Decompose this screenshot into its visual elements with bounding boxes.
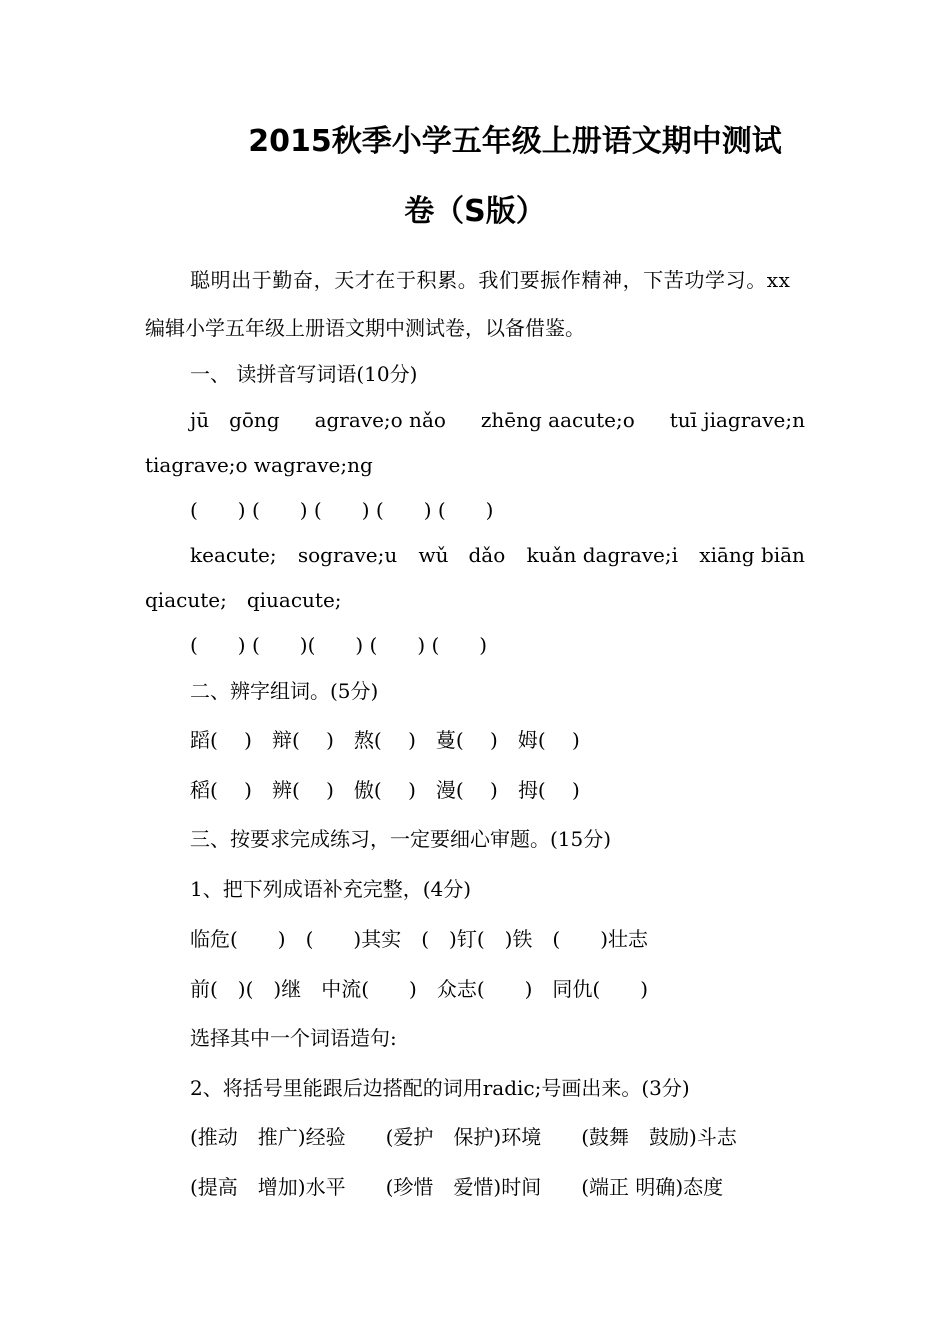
idiom-row2: 前( )( )继 中流( ) 众志( ) 同仇( ): [190, 977, 649, 1001]
pinyin-item: keacute;: [190, 543, 277, 567]
pinyin-item: agrave;o nǎo: [314, 408, 446, 432]
intro-paragraph-line1: [190, 266, 805, 294]
pinyin-row2-continued: qiacute; qiuacute;: [145, 588, 342, 612]
intro-paragraph-line2: 编辑小学五年级上册语文期中测试卷，以备借鉴。: [145, 316, 585, 340]
pinyin-row1-continued: tiagrave;o wagrave;ng: [145, 453, 373, 477]
pinyin-row2: [190, 541, 805, 569]
answer-blanks-row2: ( ) ( )( ) ( ) ( ): [190, 633, 488, 657]
word-match-row2: (提高 增加)水平 (珍惜 爱惜)时间 (端正 明确)态度: [190, 1175, 724, 1199]
section2-heading: 二、辨字组词。(5分): [190, 679, 379, 703]
document-title-line1: 2015秋季小学五年级上册语文期中测试: [248, 124, 782, 159]
pinyin-item: kuǎn dagrave;i: [526, 543, 679, 567]
word-match-row1: (推动 推广)经验 (爱护 保护)环境 (鼓舞 鼓励)斗志: [190, 1125, 737, 1149]
character-group-row1: 蹈( ) 辩( ) 熬( ) 蔓( ) 姆( ): [190, 728, 580, 752]
intro-text-line1: 聪明出于勤奋，天才在于积累。我们要振作精神，下苦功学习。xx: [190, 268, 791, 292]
question2-prompt: 2、将括号里能跟后边搭配的词用radic;号画出来。(3分): [190, 1076, 690, 1100]
idiom-row1: 临危( ) ( )其实 ( )钉( )铁 ( )壮志: [190, 927, 649, 951]
document-title-line2: 卷（S版）: [404, 194, 546, 229]
pinyin-item: jū gōng: [190, 408, 280, 432]
pinyin-item: sograve;u: [297, 543, 398, 567]
pinyin-item: tuī jiagrave;n: [669, 408, 805, 432]
pinyin-row1: [190, 406, 805, 434]
answer-blanks-row1: ( ) ( ) ( ) ( ) ( ): [190, 498, 494, 522]
sentence-instruction: 选择其中一个词语造句:: [190, 1026, 397, 1050]
character-group-row2: 稻( ) 辨( ) 傲( ) 漫( ) 拇( ): [190, 778, 580, 802]
pinyin-item: xiāng biān: [699, 543, 805, 567]
pinyin-item: zhēng aacute;o: [480, 408, 635, 432]
section1-heading: 一、 读拼音写词语(10分): [190, 362, 418, 386]
question1-prompt: 1、把下列成语补充完整，(4分): [190, 877, 472, 901]
pinyin-item: wǔ dǎo: [418, 543, 506, 567]
section3-heading: 三、按要求完成练习，一定要细心审题。(15分): [190, 827, 612, 851]
